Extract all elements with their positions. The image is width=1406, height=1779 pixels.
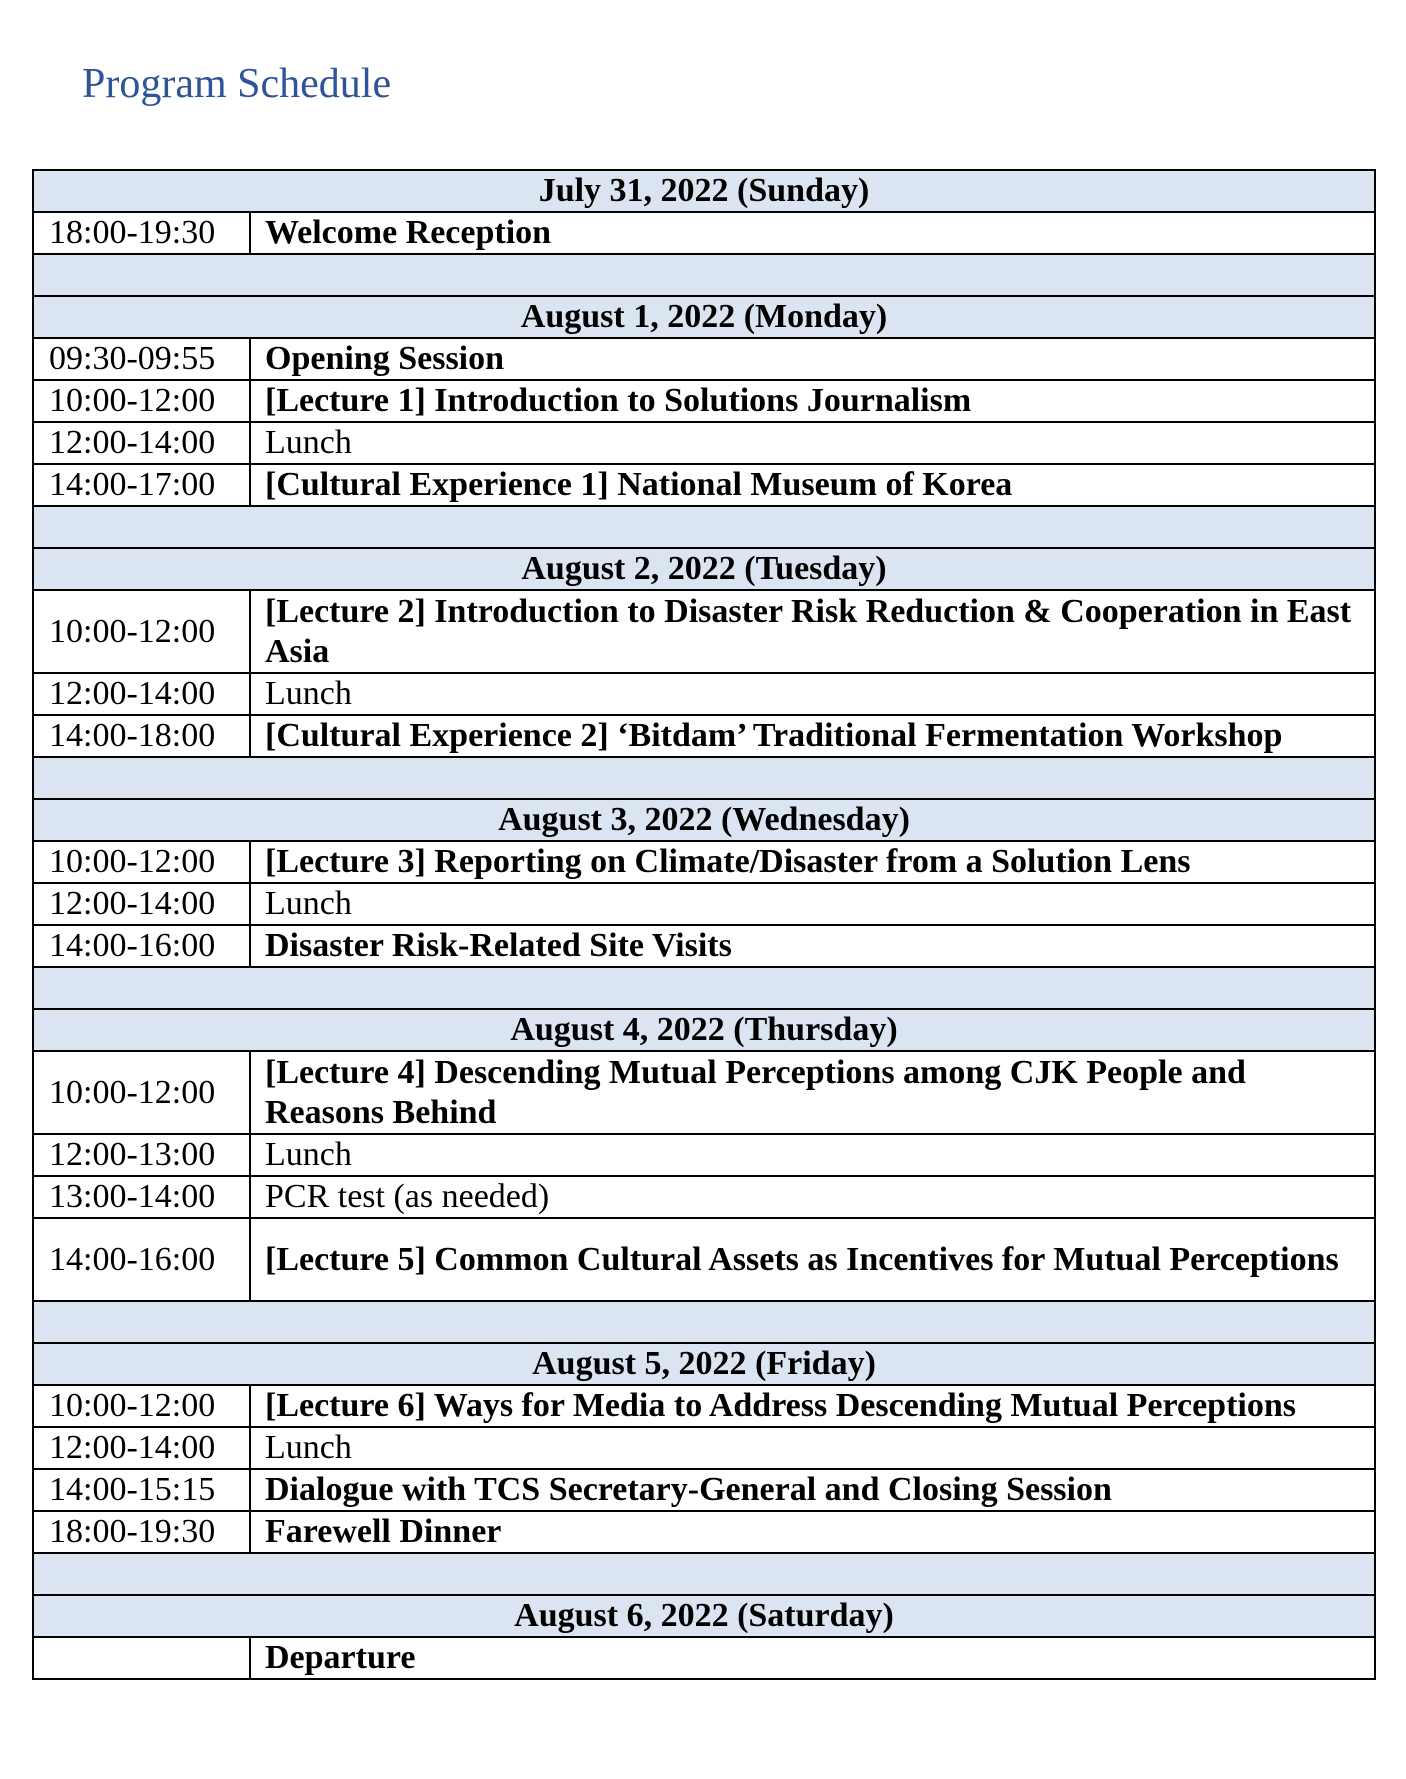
schedule-row <box>33 841 1375 883</box>
day-date: August 6, 2022 (Saturday) <box>33 1595 1375 1637</box>
day-date: August 4, 2022 (Thursday) <box>33 1009 1375 1051</box>
activity-cell: [Lecture 2] Introduction to Disaster Risk Reduction & Cooperation in East Asia <box>250 590 1375 673</box>
time-cell: 12:00-14:00 <box>33 883 250 925</box>
page-title: Program Schedule <box>82 61 392 107</box>
activity-cell: Lunch <box>250 1134 1375 1176</box>
time-cell: 09:30-09:55 <box>33 338 250 380</box>
spacer-cell <box>33 254 1375 296</box>
day-date: August 3, 2022 (Wednesday) <box>33 799 1375 841</box>
time-cell: 14:00-15:15 <box>33 1469 250 1511</box>
schedule-row <box>33 883 1375 925</box>
time-cell: 18:00-19:30 <box>33 212 250 254</box>
day-header-row <box>33 1009 1375 1051</box>
schedule-row <box>33 1134 1375 1176</box>
activity-cell: [Lecture 4] Descending Mutual Perceptions among CJK People and Reasons Behind <box>250 1051 1375 1134</box>
time-cell: 14:00-17:00 <box>33 464 250 506</box>
time-cell: 14:00-16:00 <box>33 925 250 967</box>
schedule-row <box>33 673 1375 715</box>
activity-cell: Departure <box>250 1637 1375 1679</box>
day-header-row <box>33 548 1375 590</box>
spacer-cell <box>33 967 1375 1009</box>
time-cell: 14:00-18:00 <box>33 715 250 757</box>
time-cell: 14:00-16:00 <box>33 1218 250 1301</box>
schedule-row <box>33 338 1375 380</box>
time-cell: 10:00-12:00 <box>33 380 250 422</box>
schedule-row <box>33 1051 1375 1134</box>
activity-cell: [Lecture 5] Common Cultural Assets as Incentives for Mutual Perceptions <box>250 1218 1375 1301</box>
schedule-row <box>33 1427 1375 1469</box>
time-cell <box>33 1637 250 1679</box>
schedule-row <box>33 1469 1375 1511</box>
activity-cell: Lunch <box>250 673 1375 715</box>
time-cell: 12:00-14:00 <box>33 422 250 464</box>
spacer-cell <box>33 1301 1375 1343</box>
day-date: July 31, 2022 (Sunday) <box>33 170 1375 212</box>
activity-cell: [Cultural Experience 1] National Museum of Korea <box>250 464 1375 506</box>
day-spacer-row <box>33 1553 1375 1595</box>
schedule-row <box>33 925 1375 967</box>
activity-cell: Welcome Reception <box>250 212 1375 254</box>
time-cell: 10:00-12:00 <box>33 841 250 883</box>
schedule-row <box>33 464 1375 506</box>
day-spacer-row <box>33 254 1375 296</box>
day-spacer-row <box>33 1301 1375 1343</box>
spacer-cell <box>33 1553 1375 1595</box>
activity-cell: Lunch <box>250 422 1375 464</box>
activity-cell: Lunch <box>250 1427 1375 1469</box>
day-header-row <box>33 170 1375 212</box>
time-cell: 12:00-14:00 <box>33 673 250 715</box>
day-date: August 5, 2022 (Friday) <box>33 1343 1375 1385</box>
schedule-row <box>33 715 1375 757</box>
time-cell: 10:00-12:00 <box>33 1385 250 1427</box>
activity-cell: [Cultural Experience 2] ‘Bitdam’ Traditional Fermentation Workshop <box>250 715 1375 757</box>
schedule-row <box>33 1637 1375 1679</box>
activity-cell: PCR test (as needed) <box>250 1176 1375 1218</box>
day-header-row <box>33 799 1375 841</box>
activity-cell: [Lecture 1] Introduction to Solutions Journalism <box>250 380 1375 422</box>
schedule-row <box>33 590 1375 673</box>
activity-cell: Farewell Dinner <box>250 1511 1375 1553</box>
activity-cell: Opening Session <box>250 338 1375 380</box>
schedule-row <box>33 1385 1375 1427</box>
schedule-row <box>33 1176 1375 1218</box>
day-date: August 1, 2022 (Monday) <box>33 296 1375 338</box>
day-header-row <box>33 1595 1375 1637</box>
time-cell: 12:00-13:00 <box>33 1134 250 1176</box>
schedule-row <box>33 1511 1375 1553</box>
time-cell: 18:00-19:30 <box>33 1511 250 1553</box>
schedule-row <box>33 422 1375 464</box>
activity-cell: Disaster Risk-Related Site Visits <box>250 925 1375 967</box>
schedule-row <box>33 1218 1375 1301</box>
activity-cell: Lunch <box>250 883 1375 925</box>
day-spacer-row <box>33 967 1375 1009</box>
time-cell: 10:00-12:00 <box>33 1051 250 1134</box>
activity-cell: [Lecture 3] Reporting on Climate/Disaster from a Solution Lens <box>250 841 1375 883</box>
program-schedule-table <box>32 169 1376 1680</box>
activity-cell: Dialogue with TCS Secretary-General and Closing Session <box>250 1469 1375 1511</box>
time-cell: 12:00-14:00 <box>33 1427 250 1469</box>
day-header-row <box>33 296 1375 338</box>
schedule-row <box>33 380 1375 422</box>
time-cell: 13:00-14:00 <box>33 1176 250 1218</box>
spacer-cell <box>33 506 1375 548</box>
day-spacer-row <box>33 757 1375 799</box>
day-date: August 2, 2022 (Tuesday) <box>33 548 1375 590</box>
activity-cell: [Lecture 6] Ways for Media to Address Descending Mutual Perceptions <box>250 1385 1375 1427</box>
time-cell: 10:00-12:00 <box>33 590 250 673</box>
day-header-row <box>33 1343 1375 1385</box>
schedule-row <box>33 212 1375 254</box>
spacer-cell <box>33 757 1375 799</box>
day-spacer-row <box>33 506 1375 548</box>
